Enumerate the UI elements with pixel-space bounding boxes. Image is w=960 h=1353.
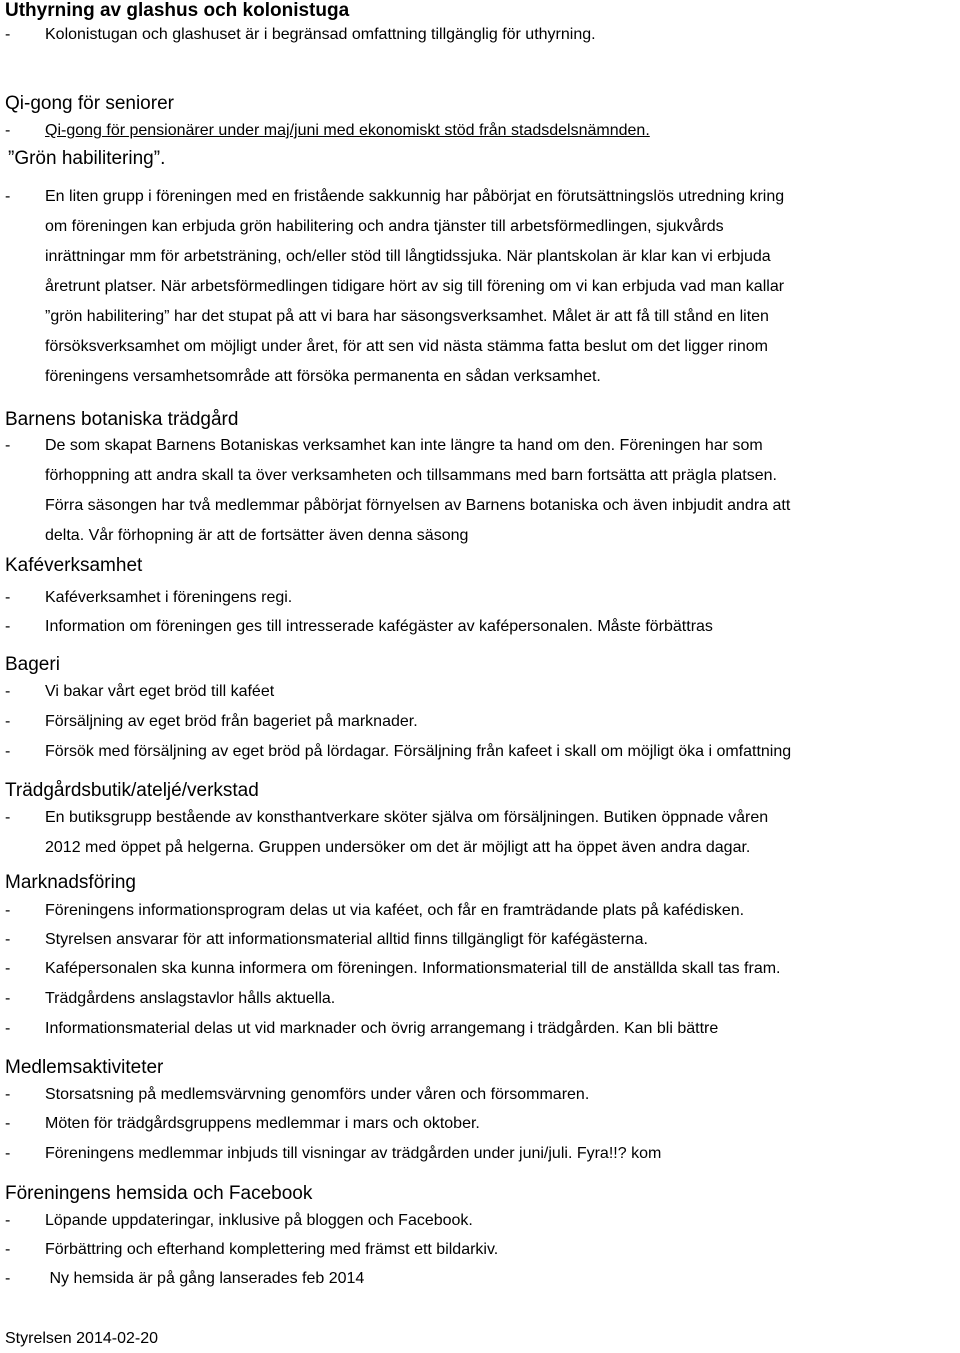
heading-qigong: Qi-gong för seniorer [5, 93, 174, 114]
list-item [5, 612, 957, 642]
bullet-dash: - [5, 1212, 11, 1229]
item-text: Föreningens informationsprogram delas ut via kaféet, och får en framträdande plats på kafédisken. [45, 902, 745, 919]
item-text: Kaféverksamhet i föreningens regi. [45, 589, 293, 606]
bullet-dash: - [5, 1086, 11, 1103]
paragraph-line: En liten grupp i föreningen med en fristående sakkunnig har påbörjat en förutsättningslös utredning kring [45, 188, 785, 205]
list-item [5, 954, 957, 984]
paragraph-line: försöksverksamhet om möjligt under året, för att sen vid nästa stämma fatta beslut om det ligger rinom [45, 338, 768, 355]
item-text: Vi bakar vårt eget bröd till kaféet [45, 683, 275, 700]
heading-glashus: Uthyrning av glashus och kolonistuga [5, 0, 350, 21]
paragraph-line: De som skapat Barnens Botaniskas verksamhet kan inte längre ta hand om den. Föreningen har som [45, 437, 763, 454]
paragraph-line: 2012 med öppet på helgerna. Gruppen undersöker om det är möjligt att ha öppet även andra dagar. [45, 839, 751, 856]
bullet-dash: - [5, 1241, 11, 1258]
bullet-dash: - [5, 713, 11, 730]
item-text: Kolonistugan och glashuset är i begränsad omfattning tillgänglig för uthyrning. [45, 26, 596, 43]
heading-tradgardsbutik: Trädgårdsbutik/ateljé/verkstad [5, 780, 259, 801]
item-text: Storsatsning på medlemsvärvning genomförs under våren och försommaren. [45, 1086, 590, 1103]
list-item [5, 1139, 957, 1169]
list-item [5, 984, 957, 1014]
bullet-dash: - [5, 26, 11, 43]
heading-barnens-botaniska: Barnens botaniska trädgård [5, 409, 239, 430]
paragraph-line: om föreningen kan erbjuda grön habilitering och andra tjänster till arbetsförmedlingen, sjukvårds [45, 218, 724, 235]
list-item [5, 1206, 957, 1236]
item-text: Information om föreningen ges till intresserade kafégäster av kafépersonalen. Måste förbättras [45, 618, 713, 635]
paragraph-line: Förra säsongen har två medlemmar påbörjat förnyelsen av Barnens botaniska och även inbjudit andra att [45, 497, 791, 514]
bullet-dash: - [5, 809, 11, 826]
bullet-dash: - [5, 931, 11, 948]
item-paragraph [45, 182, 957, 392]
item-text: Qi-gong för pensionärer under maj/juni med ekonomiskt stöd från stadsdelsnämnden. [45, 122, 650, 139]
paragraph-line: En butiksgrupp bestående av konsthantverkare sköter själva om försäljningen. Butiken öppnade våren [45, 809, 769, 826]
heading-hemsida-facebook: Föreningens hemsida och Facebook [5, 1183, 313, 1204]
item-text: Trädgårdens anslagstavlor hålls aktuella. [45, 990, 336, 1007]
list-item [5, 707, 957, 737]
heading-kafeverksamhet: Kaféverksamhet [5, 555, 143, 576]
bullet-dash: - [5, 960, 11, 977]
item-text: Ny hemsida är på gång lanserades feb 2014 [45, 1270, 365, 1287]
bullet-dash: - [5, 122, 11, 139]
list-item [5, 1235, 957, 1265]
bullet-dash: - [5, 618, 11, 635]
bullet-dash: - [5, 990, 11, 1007]
item-paragraph [45, 803, 957, 863]
item-text: Styrelsen ansvarar för att informationsmaterial alltid finns tillgängligt för kafégästerna. [45, 931, 648, 948]
list-item [5, 803, 957, 863]
bullet-dash: - [5, 1020, 11, 1037]
list-item [5, 431, 957, 551]
bullet-dash: - [5, 743, 11, 760]
list-item [5, 20, 957, 50]
item-text: Förbättring och efterhand komplettering med främst ett bildarkiv. [45, 1241, 499, 1258]
item-text: Föreningens medlemmar inbjuds till visningar av trädgården under juni/juli. Fyra!!? kom [45, 1145, 662, 1162]
item-text: Informationsmaterial delas ut vid marknader och övrig arrangemang i trädgården. Kan bli bättre [45, 1020, 719, 1037]
item-paragraph [45, 431, 957, 551]
item-text: Försök med försäljning av eget bröd på lördagar. Försäljning från kafeet i skall om möjligt öka i omfattning [45, 743, 792, 760]
paragraph-line: förhoppning att andra skall ta över verksamheten och tillsammans med barn fortsätta att prägla platsen. [45, 467, 777, 484]
list-item [5, 1264, 957, 1294]
heading-bageri: Bageri [5, 654, 60, 675]
list-item [5, 925, 957, 955]
item-text: Kafépersonalen ska kunna informera om föreningen. Informationsmaterial till de anställda skall tas fram. [45, 960, 781, 977]
heading-marknadsforing: Marknadsföring [5, 872, 136, 893]
document-footer-signature: Styrelsen 2014-02-20 [5, 1330, 158, 1347]
list-item [5, 182, 957, 392]
bullet-dash: - [5, 1270, 11, 1287]
item-text: Löpande uppdateringar, inklusive på bloggen och Facebook. [45, 1212, 473, 1229]
bullet-dash: - [5, 683, 11, 700]
paragraph-line: inrättningar mm för arbetsträning, och/eller stöd till långtidssjuka. När plantskolan är klar kan vi erbjuda [45, 248, 771, 265]
list-item [5, 116, 957, 146]
bullet-dash: - [5, 188, 11, 205]
list-item [5, 677, 957, 707]
list-item [5, 1109, 957, 1139]
list-item [5, 737, 957, 767]
list-item [5, 583, 957, 613]
item-text: Försäljning av eget bröd från bageriet på marknader. [45, 713, 418, 730]
paragraph-line: ”grön habilitering” har det stupat på att vi bara har säsongsverksamhet. Målet är att få till stånd en liten [45, 308, 769, 325]
item-text: Möten för trädgårdsgruppens medlemmar i mars och oktober. [45, 1115, 480, 1132]
list-item [5, 896, 957, 926]
paragraph-line: åretrunt platser. När arbetsförmedlingen tidigare hört av sig till förening om vi kan erbjuda vad man kallar [45, 278, 785, 295]
paragraph-line: föreningens versamhetsområde att försöka permanenta en sådan verksamhet. [45, 368, 601, 385]
paragraph-line: delta. Vår förhopning är att de fortsätter även denna säsong [45, 527, 469, 544]
bullet-dash: - [5, 437, 11, 454]
heading-gron-habilitering: ”Grön habilitering”. [8, 148, 166, 169]
bullet-dash: - [5, 902, 11, 919]
list-item [5, 1080, 957, 1110]
bullet-dash: - [5, 589, 11, 606]
bullet-dash: - [5, 1145, 11, 1162]
heading-medlemsaktiviteter: Medlemsaktiviteter [5, 1057, 164, 1078]
bullet-dash: - [5, 1115, 11, 1132]
list-item [5, 1014, 957, 1044]
